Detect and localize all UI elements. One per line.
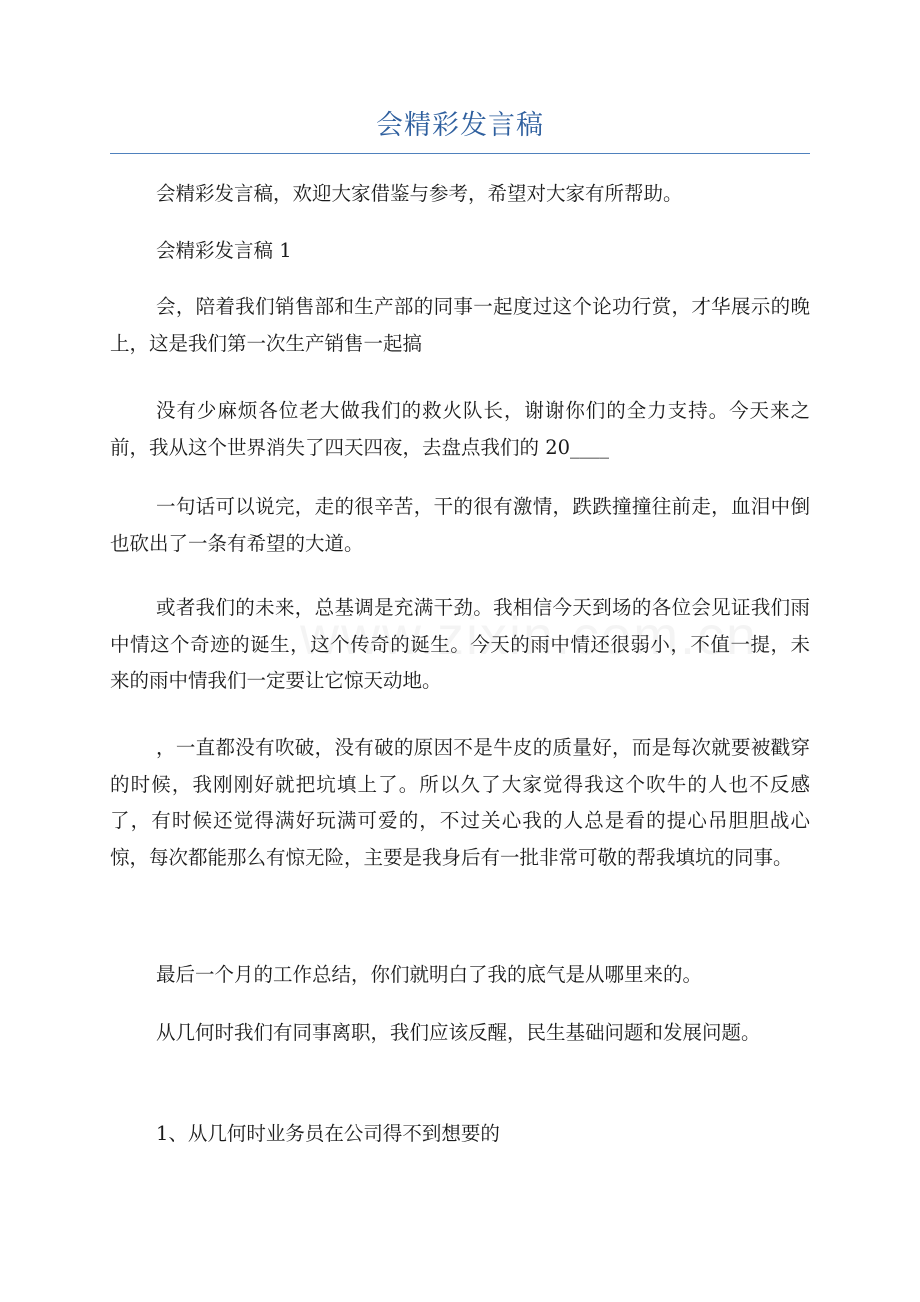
paragraph: 或者我们的未来，总基调是充满干劲。我相信今天到场的各位会见证我们雨中情这个奇迹的诞生，这个传奇的诞生。今天的雨中情还很弱小，不值一提，未来的雨中情我们一定要让它惊天动地。 bbox=[110, 596, 810, 692]
paragraph: 最后一个月的工作总结，你们就明白了我的底气是从哪里来的。 bbox=[156, 963, 703, 986]
paragraph-intro: 会精彩发言稿，欢迎大家借鉴与参考，希望对大家有所帮助。 bbox=[156, 182, 683, 205]
paragraph: 一句话可以说完，走的很辛苦，干的很有激情，跌跌撞撞往前走，血泪中倒也砍出了一条有希望的大道。 bbox=[110, 495, 810, 555]
paragraph: ，一直都没有吹破，没有破的原因不是牛皮的质量好，而是每次就要被戳穿的时候，我刚刚好就把坑填上了。所以久了大家觉得我这个吹牛的人也不反感了，有时候还觉得满好玩满可爱的，不过关心我的人总是看的提心吊胆胆战心惊，每次都能那么有惊无险，主要是我身后有一批非常可敬的帮我填坑的同事。 bbox=[110, 736, 810, 869]
paragraph: 会，陪着我们销售部和生产部的同事一起度过这个论功行赏，才华展示的晚上，这是我们第一次生产销售一起搞 bbox=[110, 295, 810, 355]
document-title: 会精彩发言稿 bbox=[376, 110, 544, 141]
paragraph: 没有少麻烦各位老大做我们的救火队长，谢谢你们的全力支持。今天来之前，我从这个世界消失了四天四夜，去盘点我们的 20____ bbox=[110, 399, 810, 459]
paragraph: 1、从几何时业务员在公司得不到想要的 bbox=[156, 1122, 500, 1145]
paragraph-heading: 会精彩发言稿 1 bbox=[156, 239, 292, 262]
paragraph: 从几何时我们有同事离职，我们应该反醒，民生基础问题和发展问题。 bbox=[156, 1021, 761, 1044]
title-underline bbox=[110, 153, 810, 154]
